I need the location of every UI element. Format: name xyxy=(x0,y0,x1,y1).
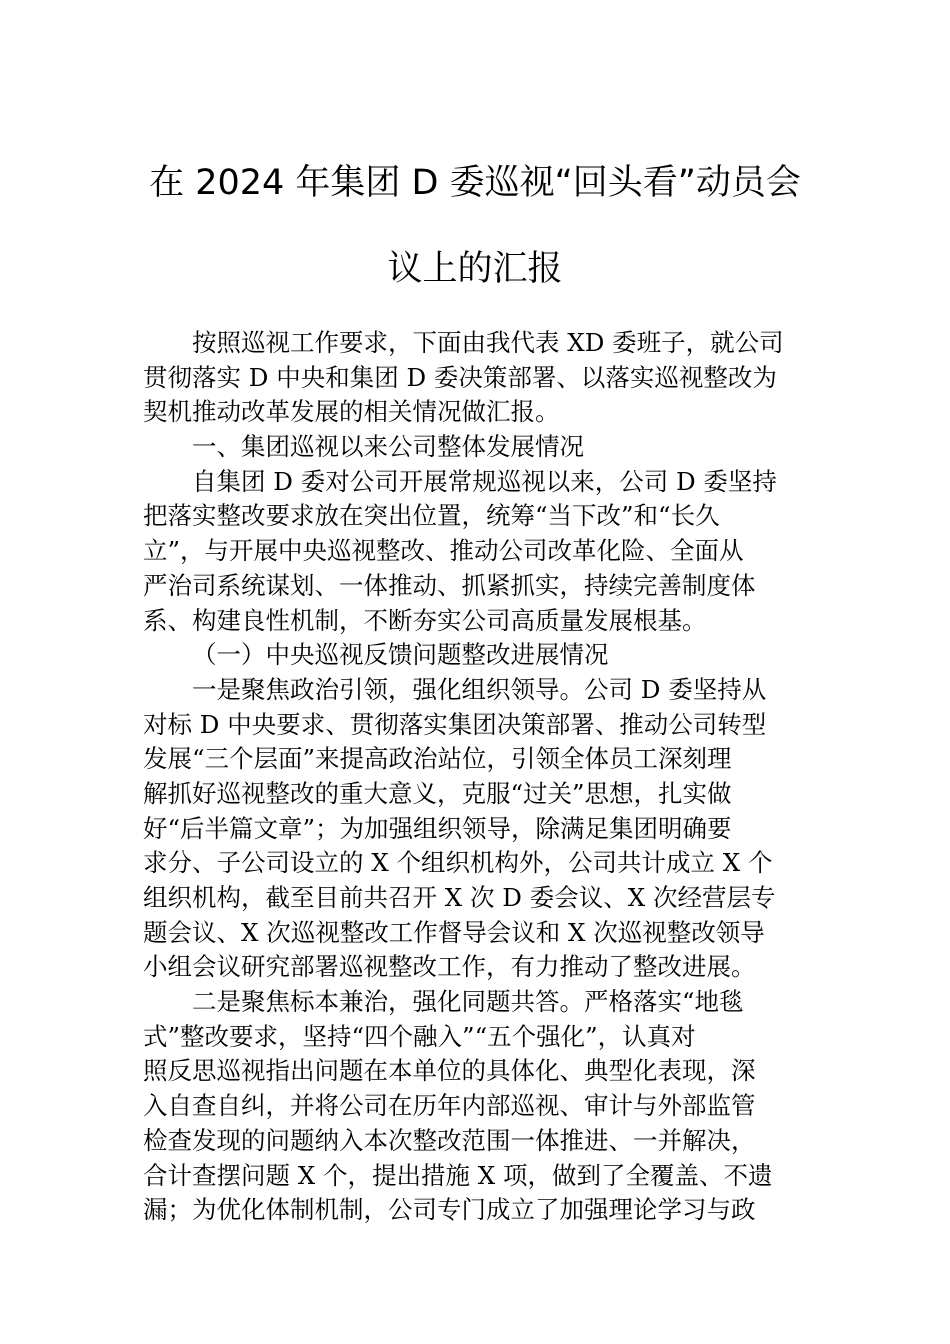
text-line: 求分、子公司设立的 X 个组织机构外，公司共计成立 X 个 xyxy=(143,848,773,878)
paragraph-point-2 xyxy=(143,985,807,1228)
text-line: 自集团 D 委对公司开展常规巡视以来，公司 D 委坚持 xyxy=(192,466,777,496)
paragraph-point-1 xyxy=(143,673,807,985)
heading-line: 一、集团巡视以来公司整体发展情况 xyxy=(192,432,584,462)
title-line-1: 在 2024 年集团 D 委巡视“回头看”动员会 xyxy=(149,163,801,203)
text-line: 把落实整改要求放在突出位置，统筹“当下改”和“长久 xyxy=(143,501,720,531)
text-line: 一是聚焦政治引领，强化组织领导。公司 D 委坚持从 xyxy=(192,674,767,704)
section-heading-1-1 xyxy=(143,638,807,673)
document-body xyxy=(143,326,807,1228)
text-line: 检查发现的问题纳入本次整改范围一体推进、一并解决， xyxy=(143,1125,756,1155)
text-line: 漏；为优化体制机制，公司专门成立了加强理论学习与政 xyxy=(143,1195,756,1225)
document-title xyxy=(120,162,830,291)
text-line: 立”，与开展中央巡视整改、推动公司改革化险、全面从 xyxy=(143,536,744,566)
text-line: 发展“三个层面”来提高政治站位，引领全体员工深刻理 xyxy=(143,744,732,774)
text-line: 系、构建良性机制，不断夯实公司高质量发展根基。 xyxy=(143,605,707,635)
text-line: 对标 D 中央要求、贯彻落实集团决策部署、推动公司转型 xyxy=(143,709,767,739)
paragraph-overview xyxy=(143,465,807,638)
text-line: 贯彻落实 D 中央和集团 D 委决策部署、以落实巡视整改为 xyxy=(143,362,777,392)
text-line: 式”整改要求，坚持“四个融入”“五个强化”，认真对 xyxy=(143,1021,696,1051)
paragraph-intro xyxy=(143,326,807,430)
text-line: 照反思巡视指出问题在本单位的具体化、典型化表现，深 xyxy=(143,1056,756,1086)
text-line: 二是聚焦标本兼治，强化同题共答。严格落实“地毯 xyxy=(192,987,744,1017)
title-line-2: 议上的汇报 xyxy=(387,249,563,289)
text-line: 小组会议研究部署巡视整改工作，有力推动了整改进展。 xyxy=(143,952,756,982)
text-line: 契机推动改革发展的相关情况做汇报。 xyxy=(143,397,560,427)
section-heading-1 xyxy=(143,430,807,465)
heading-line: （一）中央巡视反馈问题整改进展情况 xyxy=(192,640,609,670)
text-line: 合计查摆问题 X 个，提出措施 X 项，做到了全覆盖、不遗 xyxy=(143,1160,773,1190)
text-line: 入自查自纠，并将公司在历年内部巡视、审计与外部监管 xyxy=(143,1091,756,1121)
text-line: 按照巡视工作要求，下面由我代表 XD 委班子，就公司 xyxy=(192,328,784,357)
text-line: 解抓好巡视整改的重大意义，克服“过关”思想，扎实做 xyxy=(143,778,732,808)
text-line: 组织机构，截至目前共召开 X 次 D 委会议、X 次经营层专 xyxy=(143,883,776,912)
text-line: 严治司系统谋划、一体推动、抓紧抓实，持续完善制度体 xyxy=(143,570,756,600)
text-line: 题会议、X 次巡视整改工作督导会议和 X 次巡视整改领导 xyxy=(143,917,765,947)
text-line: 好“后半篇文章”；为加强组织领导，除满足集团明确要 xyxy=(143,813,732,843)
